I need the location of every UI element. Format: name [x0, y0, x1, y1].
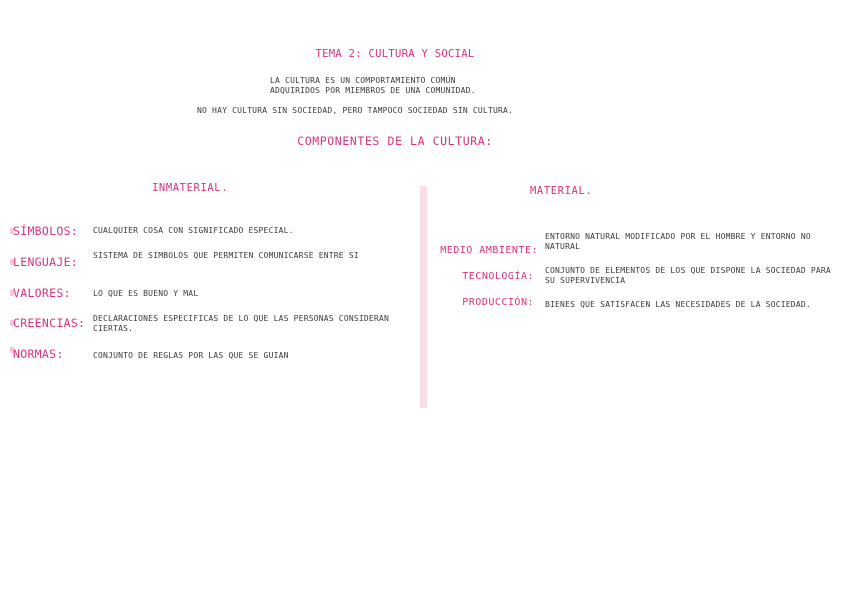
section-subtitle: COMPONENTES DE LA CULTURA:: [297, 134, 493, 148]
term-creencias: CREENCIAS:: [13, 316, 86, 330]
cultura-statement: NO HAY CULTURA SIN SOCIEDAD, PERO TAMPOCO SOCIEDAD SIN CULTURA.: [197, 106, 514, 115]
term-medio-ambiente: MEDIO AMBIENTE:: [440, 245, 538, 256]
column-divider: [420, 186, 427, 408]
intro-line-1: LA CULTURA ES UN COMPORTAMIENTO COMÚN: [270, 76, 456, 85]
term-lenguaje: LENGUAJE:: [13, 255, 79, 269]
definition-produccion: BIENES QUE SATISFACEN LAS NECESIDADES DE LA SOCIEDAD.: [545, 300, 811, 309]
definition-creencias: DECLARACIONES ESPECIFICAS DE LO QUE LAS PERSONAS CONSIDERAN CIERTAS.: [93, 314, 389, 333]
page-title: TEMA 2: CULTURA Y SOCIAL: [315, 48, 475, 60]
definition-lenguaje: SISTEMA DE SIMBOLOS QUE PERMITEN COMUNICARSE ENTRE SI: [93, 251, 359, 260]
definition-normas: CONJUNTO DE REGLAS POR LAS QUE SE GUIAN: [93, 351, 289, 360]
definition-medio-ambiente: ENTORNO NATURAL MODIFICADO POR EL HOMBRE Y ENTORNO NO NATURAL: [545, 232, 811, 251]
definition-valores: LO QUE ES BUENO Y MAL: [93, 289, 199, 298]
intro-line-2: ADQUIRIDOS POR MIEMBROS DE UNA COMUNIDAD.: [270, 86, 476, 95]
material-heading: MATERIAL.: [530, 185, 593, 197]
term-simbolos: SÍMBOLOS:: [13, 224, 79, 238]
term-tecnologia: TECNOLOGÍA:: [462, 271, 534, 282]
definition-tecnologia: CONJUNTO DE ELEMENTOS DE LOS QUE DISPONE LA SOCIEDAD PARA SU SUPERVIVENCIA: [545, 266, 831, 285]
term-normas: NORMAS:: [13, 347, 64, 361]
definition-simbolos: CUALQUIER COSA CON SIGNIFICADO ESPECIAL.: [93, 226, 294, 235]
term-produccion: PRODUCCIÓN:: [462, 297, 534, 308]
term-valores: VALORES:: [13, 286, 71, 300]
inmaterial-heading: INMATERIAL.: [152, 182, 229, 194]
